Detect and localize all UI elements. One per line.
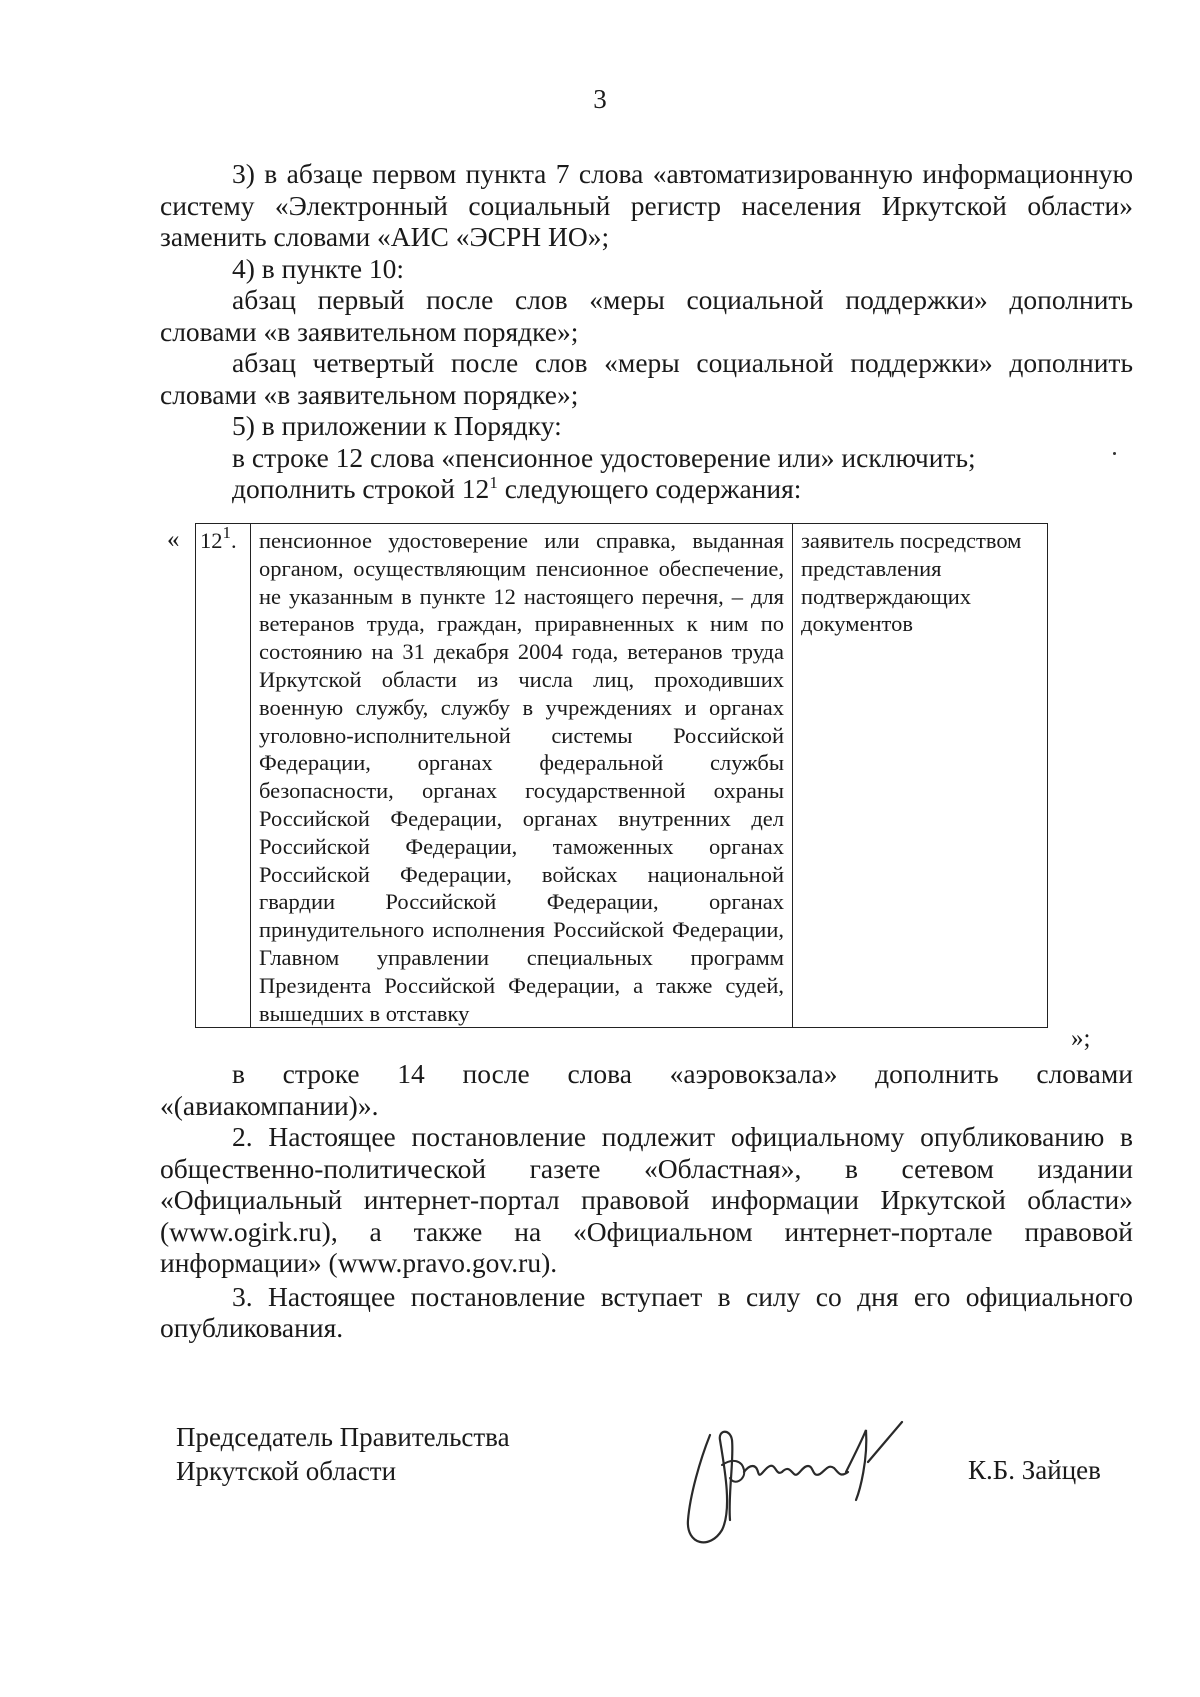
paragraph-row-14: в строке 14 после слова «аэровокзала» дополнить словами «(авиакомпании)». [160, 1058, 1133, 1121]
paragraph-item-3: 3) в абзаце первом пункта 7 слова «автоматизированную информационную систему «Электронный социальный регистр населения Иркутской области» заменить словами «АИС «ЭСРН ИО»; [160, 158, 1133, 252]
amendments-bottom [160, 1058, 1133, 1344]
paragraph-publication: 2. Настоящее постановление подлежит официальному опубликованию в общественно-политической газете «Областная», в сетевом издании «Официальный интернет-портал правовой информации Иркутской области» (www.ogirk.ru), а также на «Официальном интернет-портале правовой информации» (www.pravo.gov.ru). [160, 1121, 1133, 1278]
submitter-cell: заявитель посредством представления подтверждающих документов [793, 524, 1048, 1028]
paragraph-item-4-abzac-1: абзац первый после слов «меры социальной поддержки» дополнить словами «в заявительном порядке»; [160, 284, 1133, 347]
paragraph-row-12: в строке 12 слова «пенсионное удостоверение или» исключить; [232, 441, 976, 473]
document-cell: пенсионное удостоверение или справка, выданная органом, осуществляющим пенсионное обеспечение, не указанным в пункте 12 настоящего перечня, – для ветеранов труда, граждан, приравненных к ним по состоянию на 31 декабря 2004 года, ветеранов труда Иркутской области из числа лиц, проходивших военную службу, службу в учреждениях и органах уголовно-исполнительной системы Российской Федерации, органах федеральной службы безопасности, органах государственной охраны Российской Федерации, органах внутренних дел Российской Федерации, таможенных органах Российской Федерации, войсках национальной гвардии Российской Федерации, органах принудительного исполнения Российской Федерации, Главном управлении специальных программ Президента Российской Федерации, а также судей, вышедших в отставку [251, 524, 793, 1028]
table-row [196, 524, 1048, 1028]
signer-title-line1: Председатель Правительства [176, 1422, 510, 1452]
paragraph-item-4-abzac-4: абзац четвертый после слов «меры социальной поддержки» дополнить словами «в заявительном порядке»; [160, 347, 1133, 410]
inserted-row-table [195, 523, 1048, 1028]
row-number-suffix: . [231, 528, 237, 553]
amendments-top [160, 158, 1133, 505]
paragraph-add-row [160, 473, 1133, 505]
row-number-sup: 1 [222, 523, 231, 542]
paragraph-item-4: 4) в пункте 10: [232, 252, 405, 284]
add-row-sup: 1 [489, 473, 498, 492]
signer-title-line2: Иркутской области [176, 1456, 397, 1486]
paragraph-effective: 3. Настоящее постановление вступает в силу со дня его официального опубликования. [160, 1280, 1133, 1343]
handwritten-signature-icon [670, 1400, 930, 1560]
table-open-quote: « [167, 526, 180, 553]
paragraph-item-5: 5) в приложении к Порядку: [232, 410, 562, 441]
signer-title [176, 1420, 510, 1488]
add-row-suffix: следующего содержания: [497, 473, 802, 504]
scan-speck [1113, 452, 1116, 455]
page-number: 3 [593, 84, 607, 114]
table-close-quote: »; [1071, 1025, 1091, 1052]
signer-name: К.Б. Зайцев [968, 1455, 1101, 1485]
row-number-cell [196, 524, 251, 1028]
row-number: 12 [200, 528, 223, 553]
add-row-text: дополнить строкой 12 [232, 473, 490, 504]
